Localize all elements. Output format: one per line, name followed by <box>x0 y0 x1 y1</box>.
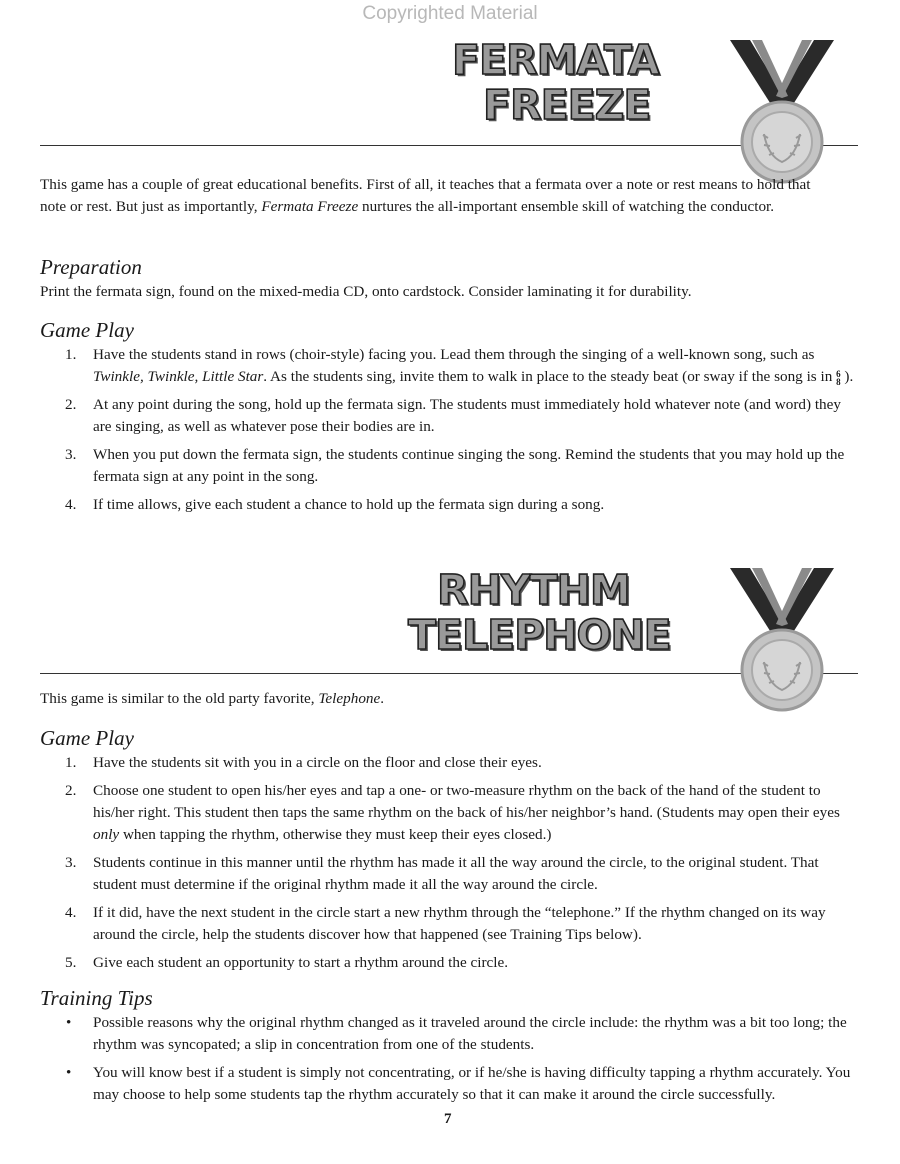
list-item: 1. Have the students sit with you in a circle on the floor and close their eyes. <box>65 754 542 771</box>
telephone-steps-list <box>40 752 860 980</box>
training-tips-list <box>40 1012 860 1112</box>
fermata-freeze-title <box>452 36 659 129</box>
title-line-1: RHYTHM <box>437 566 630 614</box>
list-item: 4. If it did, have the next student in the circle start a new rhythm through the “telephone.” If the rhythm changed on its way around the circle, help the students discover how that happened (see Training Tips below). <box>65 904 826 943</box>
fermata-steps-list <box>40 344 860 522</box>
game-play-heading: Game Play <box>40 726 134 750</box>
copyright-watermark: Copyrighted Material <box>362 3 538 24</box>
list-item: 2. Choose one student to open his/her eyes and tap a one- or two-measure rhythm on the back of the hand of the student to his/her right. This student then taps the same rhythm on the back of his/her neighbor’s hand. (Students may open their eyes only when tapping the rhythm, otherwise they must keep their eyes closed.) <box>65 782 840 843</box>
list-item: 4. If time allows, give each student a chance to hold up the fermata sign during a song. <box>65 496 605 513</box>
list-item: 2. At any point during the song, hold up the fermata sign. The students must immediately hold whatever note (and word) they are singing, as well as whatever pose their bodies are in. <box>65 396 841 435</box>
time-signature: 6 8 <box>836 368 841 387</box>
preparation-text: Print the fermata sign, found on the mixed-media CD, onto cardstock. Consider laminating it for durability. <box>40 283 692 300</box>
title-line-1: FERMATA <box>452 36 659 84</box>
fermata-intro-paragraph: This game has a couple of great educational benefits. First of all, it teaches that a fermata over a note or rest means to hold that note or rest. But just as importantly, Fermata Freeze nurtures the all-important ensemble skill of watching the conductor. <box>40 176 811 215</box>
game-play-heading: Game Play <box>40 318 134 342</box>
telephone-intro-paragraph: This game is similar to the old party favorite, Telephone. <box>40 690 385 707</box>
list-item: • You will know best if a student is simply not concentrating, or if he/she is having difficulty tapping a rhythm accurately. You may choose to help some students tap the rhythm accurately so that it can make it around the circle successfully. <box>66 1064 851 1103</box>
preparation-heading: Preparation <box>40 255 142 279</box>
rhythm-telephone-title <box>408 566 671 659</box>
list-item: 3. When you put down the fermata sign, the students continue singing the song. Remind the students that you may hold up the fermata sign at any point in the song. <box>65 446 845 485</box>
medal-icon <box>728 38 836 188</box>
title-line-2: TELEPHONE <box>408 611 671 659</box>
list-item: 1. Have the students stand in rows (choir-style) facing you. Lead them through the singing of a well-known song, such as Twinkle, Twinkle, Little Star. As the students sing, invite them to walk in place to the steady beat (or sway if the song is in 6 8 ). <box>65 346 854 387</box>
list-item: • Possible reasons why the original rhythm changed as it traveled around the circle include: the rhythm was a bit too long; the rhythm was syncopated; a slip in concentration from one of the students. <box>66 1014 847 1053</box>
title-line-2: FREEZE <box>483 81 651 129</box>
training-tips-heading: Training Tips <box>40 986 153 1010</box>
page-number: 7 <box>444 1111 452 1127</box>
list-item: 5. Give each student an opportunity to start a rhythm around the circle. <box>65 954 509 971</box>
list-item: 3. Students continue in this manner until the rhythm has made it all the way around the circle, to the original student. That student must determine if the original rhythm made it all the way around the circle. <box>65 854 819 893</box>
